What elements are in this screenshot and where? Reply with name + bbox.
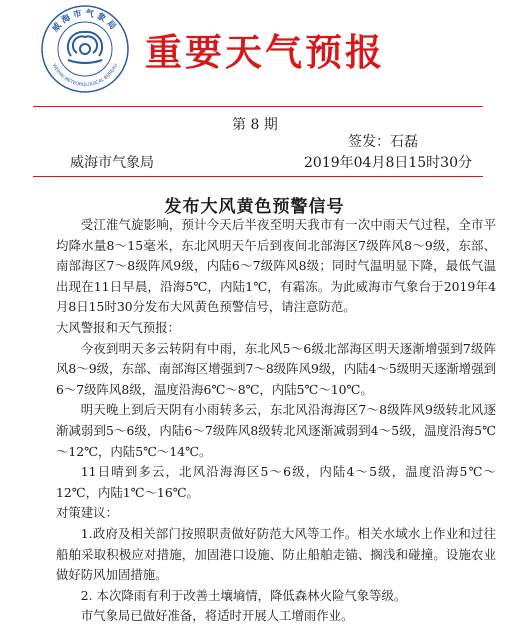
meta-divider (33, 176, 483, 177)
logo-text-cn: 威海市气象局 (50, 8, 120, 35)
logo-text-en: WEIHAI METEOROLOGICAL BUREAU (50, 63, 120, 89)
paragraph-measure-1: 1.政府及相关部门按照职责做好防范大风等工作。相关水域水上作业和过往船舶采取积极应对措施，加固港口设施、防止船舶走锚、搁浅和碰撞。设施农业做好防风加固措施。 (56, 525, 496, 583)
paragraph-forecast-tomorrow-night: 明天晚上到后天阴有小雨转多云，东北风沿海海区7～8级阵风9级转北风逐渐减弱到5～6级，内陆6～7级阵风8级转北风逐渐减弱到4～5级，温度沿海5℃～12℃，内陆5℃～14℃。 (56, 402, 496, 459)
document-body (56, 215, 496, 627)
paragraph-forecast-11th: 11日晴到多云，北风沿海海区5～6级，内陆4～5级，温度沿海5℃～12℃，内陆1℃～16℃。 (56, 464, 496, 500)
logo-emblem (40, 4, 130, 94)
paragraph-measure-2: 2. 本次降雨有利于改善土壤墒情，降低森林火险气象等级。 (80, 587, 407, 603)
signer: 签发：石磊 (348, 134, 418, 150)
paragraph-heading-forecast: 大风警报和天气预报： (56, 319, 180, 335)
issue-number: 第 8 期 (232, 117, 278, 133)
svg-text:威海市气象局 (50, 8, 120, 35)
issue-datetime: 2019年04月8日15时30分 (304, 155, 472, 171)
paragraph-overview: 受江淮气旋影响，预计今天后半夜至明天我市有一次中雨天气过程，全市平均降水量8～15毫米，东北风明天午后到夜间北部海区7级阵风8～9级，东部、南部海区7～8级阵风9级，内陆6～7级阵风8级；同时气温明显下降，最低气温出现在11日早晨，沿海5℃，内陆1℃，有霜冻。为此威海市气象台于2019年4月8日15时30分发布大风黄色预警信号，请注意防范。 (56, 217, 496, 315)
paragraph-forecast-tonight: 今夜到明天多云转阴有中雨，东北风5～6级北部海区明天逐渐增强到7级阵风8～9级，东部、南部海区增强到7～8级阵风9级，内陆4～5级明天逐渐增强到6～7级阵风8级，温度沿海6℃～8℃，内陆5℃～10℃。 (56, 340, 496, 397)
paragraph-closing: 市气象局已做好准备，将适时开展人工增雨作业。 (80, 608, 354, 624)
issuing-bureau: 威海市气象局 (70, 155, 154, 171)
header-divider (33, 106, 483, 107)
header-title: 重要天气预报 (145, 31, 385, 74)
cloud-icon (68, 32, 102, 63)
document-title: 发布大风黄色预警信号 (164, 197, 345, 217)
paragraph-heading-measures: 对策建议： (56, 505, 118, 521)
weihai-meteorological-logo (40, 4, 130, 94)
